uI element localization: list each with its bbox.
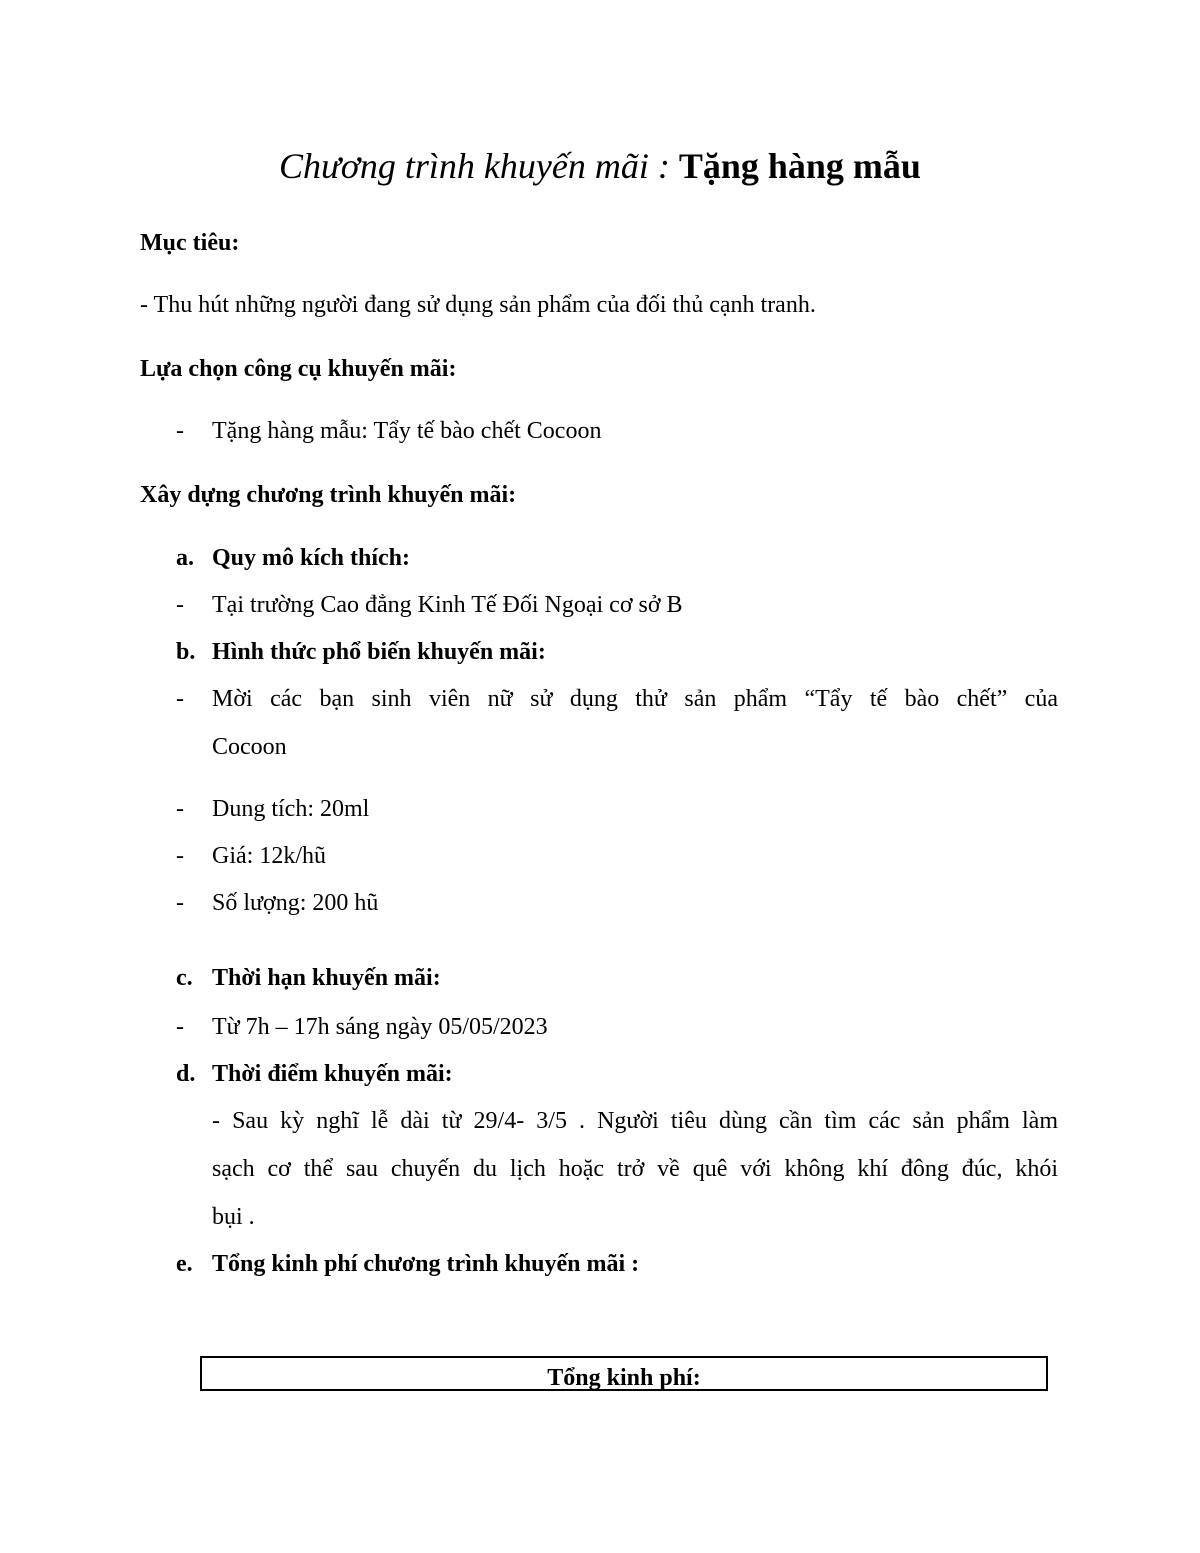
section-a-heading: Quy mô kích thích: xyxy=(212,545,411,571)
cost-table xyxy=(200,1356,1048,1391)
cost-table-header: Tổng kinh phí: xyxy=(547,1365,701,1391)
quantity-item: Số lượng: 200 hũ xyxy=(212,890,379,916)
tool-heading: Lựa chọn công cụ khuyến mãi: xyxy=(140,356,457,382)
section-b-heading: Hình thức phổ biến khuyến mãi: xyxy=(212,639,546,665)
build-heading: Xây dựng chương trình khuyến mãi: xyxy=(140,482,517,508)
section-c-item: Từ 7h – 17h sáng ngày 05/05/2023 xyxy=(212,1014,548,1040)
title-bold: Tặng hàng mẫu xyxy=(678,146,921,186)
section-d-line1: - Sau kỳ nghĩ lễ dài từ 29/4- 3/5 . Người tiêu dùng cần tìm các sản phẩm làm xyxy=(212,1108,1058,1134)
marker-c: c. xyxy=(176,965,193,991)
section-c-heading: Thời hạn khuyến mãi: xyxy=(212,965,441,991)
tool-item: Tặng hàng mẫu: Tẩy tế bào chết Cocoon xyxy=(212,418,602,444)
section-d-line2: sạch cơ thể sau chuyến du lịch hoặc trở về quê với không khí đông đúc, khói xyxy=(212,1156,1058,1182)
objective-text: - Thu hút những người đang sử dụng sản phẩm của đối thủ cạnh tranh. xyxy=(140,292,816,318)
marker-a: a. xyxy=(176,545,194,571)
marker-d: d. xyxy=(176,1061,196,1087)
volume-bullet: - xyxy=(176,796,184,822)
tool-bullet: - xyxy=(176,418,184,444)
marker-e: e. xyxy=(176,1251,193,1277)
objective-heading: Mục tiêu: xyxy=(140,230,240,256)
section-a-bullet: - xyxy=(176,592,184,618)
marker-b: b. xyxy=(176,639,196,665)
quantity-bullet: - xyxy=(176,890,184,916)
section-b-item-line2: Cocoon xyxy=(212,734,287,760)
section-d-heading: Thời điểm khuyến mãi: xyxy=(212,1061,453,1087)
document-title xyxy=(0,142,1200,190)
section-b-bullet: - xyxy=(176,686,184,712)
title-italic: Chương trình khuyến mãi : xyxy=(279,146,670,186)
volume-item: Dung tích: 20ml xyxy=(212,796,370,822)
section-a-item: Tại trường Cao đẳng Kinh Tế Đối Ngoại cơ sở B xyxy=(212,592,683,618)
price-bullet: - xyxy=(176,843,184,869)
price-item: Giá: 12k/hũ xyxy=(212,843,326,869)
section-b-item-line1: Mời các bạn sinh viên nữ sử dụng thử sản phẩm “Tẩy tế bào chết” của xyxy=(212,686,1058,712)
section-e-heading: Tổng kinh phí chương trình khuyến mãi : xyxy=(212,1251,640,1277)
section-c-bullet: - xyxy=(176,1014,184,1040)
section-d-line3: bụi . xyxy=(212,1204,255,1230)
